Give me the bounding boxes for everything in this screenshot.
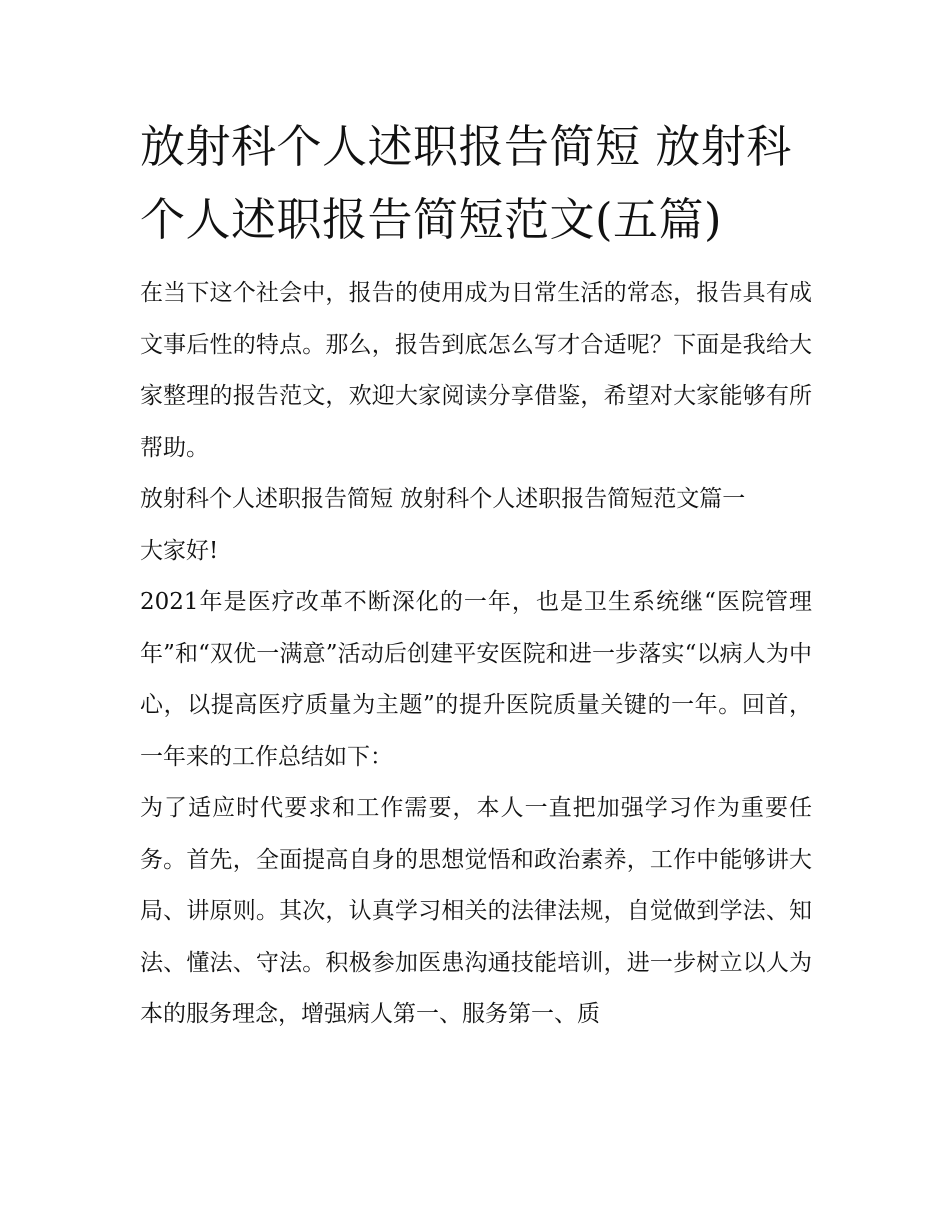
intro-paragraph: 在当下这个社会中，报告的使用成为日常生活的常态，报告具有成文事后性的特点。那么，报告到底怎么写才合适呢？下面是我给大家整理的报告范文，欢迎大家阅读分享借鉴，希望对大家能够有所帮助。 [140,280,812,461]
section-heading: 放射科个人述职报告简短 放射科个人述职报告简短范文篇一 [140,486,746,512]
greeting-paragraph: 大家好! [140,537,219,564]
study-paragraph: 为了适应时代要求和工作需要，本人一直把加强学习作为重要任务。首先，全面提高自身的思想觉悟和政治素养，工作中能够讲大局、讲原则。其次，认真学习相关的法律法规，自觉做到学法、知法、懂法、守法。积极参加医患沟通技能培训，进一步树立以人为本的服务理念，增强病人第一、服务第一、质 [140,795,812,1027]
summary-paragraph: 2021年是医疗改革不断深化的一年，也是卫生系统继“医院管理年”和“双优一满意”活动后创建平安医院和进一步落实“以病人为中心，以提高医疗质量为主题”的提升医院质量关键的一年。回首，一年来的工作总结如下： [140,589,812,770]
document-title: 放射科个人述职报告简短 放射科个人述职报告简短范文(五篇) [140,120,792,246]
document-body [140,110,812,1041]
